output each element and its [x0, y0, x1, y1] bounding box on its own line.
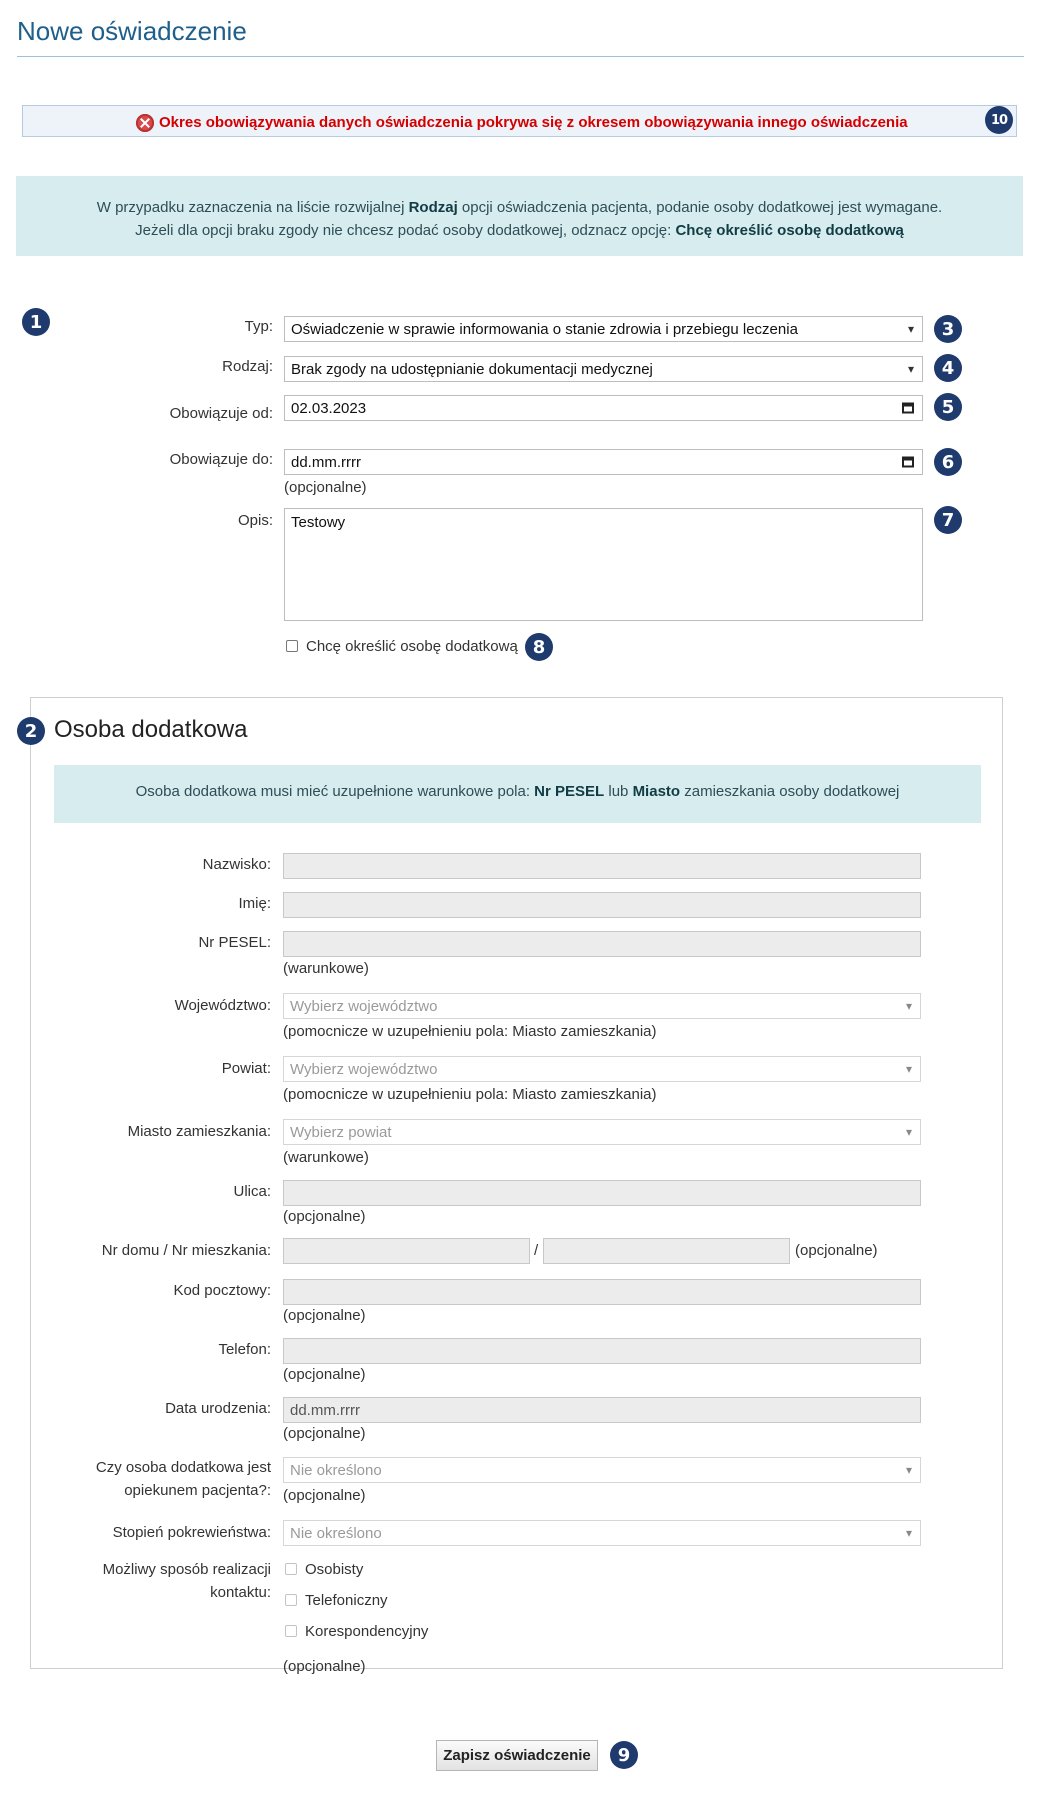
callout-badge-7: 7 [934, 506, 962, 534]
miasto-label: Miasto zamieszkania: [127, 1123, 271, 1140]
kontakt-telefoniczny-checkbox[interactable] [285, 1594, 297, 1606]
powiat-label: Powiat: [221, 1060, 271, 1077]
woj-hint: (pomocnicze w uzupełnieniu pola: Miasto zamieszkania) [283, 1023, 657, 1040]
data-urodzenia-input[interactable] [283, 1397, 921, 1423]
ulica-label: Ulica: [233, 1183, 271, 1200]
miasto-select[interactable] [283, 1119, 921, 1145]
dom-hint: (opcjonalne) [795, 1242, 878, 1259]
ulica-hint: (opcjonalne) [283, 1208, 366, 1225]
tel-label: Telefon: [218, 1341, 271, 1358]
opiekun-label-line2: opiekunem pacjenta?: [124, 1482, 271, 1499]
od-label: Obowiązuje od: [169, 405, 273, 422]
kontakt-hint: (opcjonalne) [283, 1658, 366, 1675]
opis-value: Testowy [291, 514, 346, 531]
osoba-info-box: Osoba dodatkowa musi mieć uzupełnione warunkowe pola: Nr PESEL lub Miasto zamieszkania osoby dodatkowej [54, 765, 981, 823]
callout-badge-8: 8 [525, 633, 553, 661]
nazwisko-input[interactable] [283, 853, 921, 879]
info-box [16, 176, 1023, 256]
dom-separator: / [534, 1242, 539, 1259]
save-button[interactable]: Zapisz oświadczenie [436, 1740, 598, 1771]
opiekun-label-line1: Czy osoba dodatkowa jest [95, 1459, 271, 1476]
stopien-select[interactable] [283, 1520, 921, 1546]
ur-label: Data urodzenia: [165, 1400, 271, 1417]
title-divider [17, 56, 1024, 57]
opis-textarea[interactable] [284, 508, 923, 621]
ur-hint: (opcjonalne) [283, 1425, 366, 1442]
error-icon [136, 114, 154, 132]
pesel-hint: (warunkowe) [283, 960, 369, 977]
opiekun-select[interactable] [283, 1457, 921, 1483]
miasto-select-value: Wybierz powiat [290, 1123, 392, 1141]
telefon-input[interactable] [283, 1338, 921, 1364]
powiat-select-value: Wybierz województwo [290, 1060, 438, 1078]
callout-badge-9: 9 [610, 1741, 638, 1769]
kontakt-label-line1: Możliwy sposób realizacji [102, 1561, 271, 1578]
info-line-1: W przypadku zaznaczenia na liście rozwijalnej Rodzaj opcji oświadczenia pacjenta, podanie osoby dodatkowej jest wymagane. [96, 199, 943, 216]
error-message: Okres obowiązywania danych oświadczenia pokrywa się z okresem obowiązywania innego oświadczenia [159, 114, 908, 131]
do-date-input[interactable] [284, 449, 923, 475]
nr-mieszkania-input[interactable] [543, 1238, 790, 1264]
rodzaj-select-value: Brak zgody na udostępnianie dokumentacji medycznej [291, 360, 653, 378]
miasto-hint: (warunkowe) [283, 1149, 369, 1166]
imie-input[interactable] [283, 892, 921, 918]
kod-label: Kod pocztowy: [173, 1282, 271, 1299]
nazwisko-label: Nazwisko: [202, 856, 271, 873]
chce-osobe-label[interactable]: Chcę określić osobę dodatkową [306, 638, 518, 655]
ur-value: dd.mm.rrrr [290, 1401, 360, 1419]
kod-input[interactable] [283, 1279, 921, 1305]
calendar-icon[interactable] [902, 403, 914, 414]
page-title: Nowe oświadczenie [17, 16, 247, 46]
woj-select-value: Wybierz województwo [290, 997, 438, 1015]
opis-label: Opis: [237, 512, 273, 529]
do-label: Obowiązuje do: [169, 451, 273, 468]
info-line-2: Jeżeli dla opcji braku zgody nie chcesz podać osoby dodatkowej, odznacz opcję: Chcę określić osobę dodatkową [135, 222, 904, 239]
kod-hint: (opcjonalne) [283, 1307, 366, 1324]
woj-select[interactable] [283, 993, 921, 1019]
powiat-hint: (pomocnicze w uzupełnieniu pola: Miasto zamieszkania) [283, 1086, 657, 1103]
kontakt-korespondencyjny-checkbox[interactable] [285, 1625, 297, 1637]
rodzaj-select[interactable] [284, 356, 923, 382]
callout-badge-2: 2 [17, 717, 45, 745]
powiat-select[interactable] [283, 1056, 921, 1082]
nr-domu-input[interactable] [283, 1238, 530, 1264]
do-date-value: dd.mm.rrrr [291, 453, 361, 471]
kontakt-korespondencyjny-label[interactable]: Korespondencyjny [305, 1623, 429, 1640]
callout-badge-4: 4 [934, 354, 962, 382]
callout-badge-1: 1 [22, 308, 50, 336]
kontakt-telefoniczny-label[interactable]: Telefoniczny [305, 1592, 388, 1609]
pesel-label: Nr PESEL: [198, 934, 271, 951]
kontakt-label-line2: kontaktu: [210, 1584, 271, 1601]
callout-badge-3: 3 [934, 315, 962, 343]
opiekun-hint: (opcjonalne) [283, 1487, 366, 1504]
rodzaj-label: Rodzaj: [222, 358, 273, 375]
ulica-input[interactable] [283, 1180, 921, 1206]
do-hint: (opcjonalne) [284, 479, 367, 496]
kontakt-osobisty-checkbox[interactable] [285, 1563, 297, 1575]
kontakt-osobisty-label[interactable]: Osobisty [305, 1561, 364, 1578]
od-date-value: 02.03.2023 [291, 399, 367, 417]
od-date-input[interactable] [284, 395, 923, 421]
tel-hint: (opcjonalne) [283, 1366, 366, 1383]
typ-select-value: Oświadczenie w sprawie informowania o stanie zdrowia i przebiegu leczenia [291, 320, 798, 338]
stopien-label: Stopień pokrewieństwa: [112, 1524, 271, 1541]
typ-label: Typ: [244, 318, 273, 335]
callout-badge-10: 10 [985, 106, 1013, 134]
callout-badge-6: 6 [934, 448, 962, 476]
imie-label: Imię: [238, 895, 271, 912]
opiekun-select-value: Nie określono [290, 1461, 382, 1479]
chce-osobe-checkbox[interactable] [286, 640, 298, 652]
woj-label: Województwo: [174, 997, 271, 1014]
pesel-input[interactable] [283, 931, 921, 957]
calendar-icon[interactable] [902, 457, 914, 468]
dom-label: Nr domu / Nr mieszkania: [101, 1242, 271, 1259]
stopien-select-value: Nie określono [290, 1524, 382, 1542]
callout-badge-5: 5 [934, 393, 962, 421]
osoba-section-title: Osoba dodatkowa [54, 716, 248, 743]
typ-select[interactable] [284, 316, 923, 342]
